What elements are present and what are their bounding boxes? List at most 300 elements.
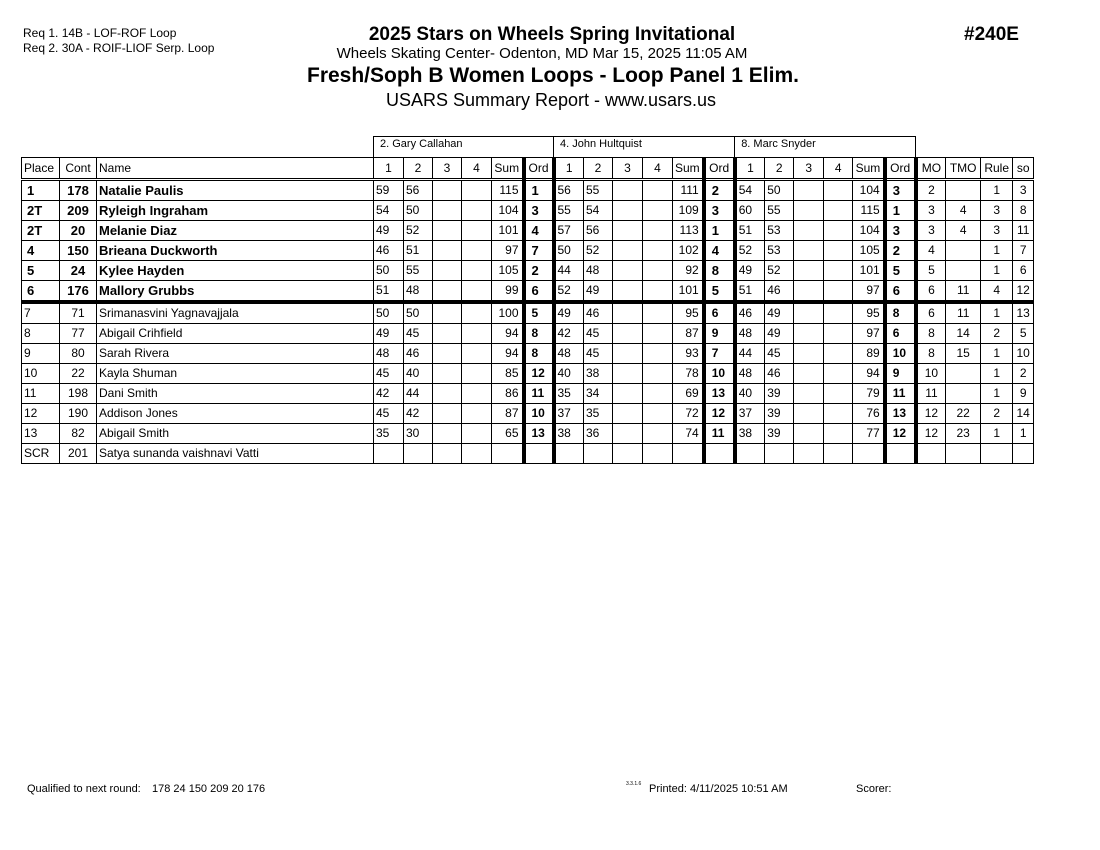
j3-sum: 97 (853, 324, 885, 344)
j2-score-4 (643, 201, 673, 221)
j2-score-4 (643, 344, 673, 364)
j2-score-2: 36 (584, 424, 613, 444)
j3-sum: 104 (853, 180, 885, 201)
j2-score-4 (643, 281, 673, 303)
cont-cell: 80 (60, 344, 97, 364)
j1-ord: 7 (524, 241, 554, 261)
name-cell: Brieana Duckworth (97, 241, 374, 261)
j2-sum: 113 (673, 221, 704, 241)
j1-score-2: 52 (404, 221, 433, 241)
judge-3-name: 8. Marc Snyder (735, 137, 916, 158)
j1-score-2: 45 (404, 324, 433, 344)
j3-score-4 (824, 261, 853, 281)
tmo-cell: 4 (946, 201, 981, 221)
rule-cell: 1 (981, 364, 1013, 384)
j1-score-2: 50 (404, 201, 433, 221)
j3-ord: 3 (885, 221, 916, 241)
tmo-cell: 11 (946, 281, 981, 303)
table-row (22, 302, 1034, 324)
j2-score-1: 35 (554, 384, 584, 404)
j1-score-1: 49 (374, 324, 404, 344)
judge-header-row (22, 137, 1034, 158)
j1-score-3 (433, 241, 462, 261)
j1-score-4 (462, 444, 492, 464)
j2-score-2 (584, 444, 613, 464)
j3-score-3 (794, 324, 824, 344)
j3-score-1: 37 (735, 404, 765, 424)
j3-score-4 (824, 344, 853, 364)
j3-score-2: 39 (765, 404, 794, 424)
so-cell: 13 (1013, 302, 1034, 324)
j1-score-1: 48 (374, 344, 404, 364)
j2-score-2: 35 (584, 404, 613, 424)
j3-score-2: 46 (765, 281, 794, 303)
j3-score-4 (824, 221, 853, 241)
j1-score-2: 56 (404, 180, 433, 201)
j2-score-2: 49 (584, 281, 613, 303)
j3-score-3 (794, 180, 824, 201)
j2-ord: 11 (704, 424, 735, 444)
j2-score-2: 38 (584, 364, 613, 384)
j3-sum: 79 (853, 384, 885, 404)
j3-ord: 6 (885, 324, 916, 344)
j3-ord: 10 (885, 344, 916, 364)
judge-2-name: 4. John Hultquist (554, 137, 735, 158)
j3-ord: 6 (885, 281, 916, 303)
j1-score-1: 49 (374, 221, 404, 241)
tmo-cell (946, 241, 981, 261)
name-cell: Srimanasvini Yagnavajjala (97, 302, 374, 324)
col-j1-3: 3 (433, 158, 462, 180)
so-cell: 2 (1013, 364, 1034, 384)
j2-score-3 (613, 261, 643, 281)
j1-score-3 (433, 302, 462, 324)
j1-score-2: 42 (404, 404, 433, 424)
col-j2-1: 1 (554, 158, 584, 180)
qualified-label: Qualified to next round: (27, 783, 141, 795)
tmo-cell: 4 (946, 221, 981, 241)
tmo-cell (946, 261, 981, 281)
j2-ord: 13 (704, 384, 735, 404)
j1-score-1: 50 (374, 302, 404, 324)
so-cell (1013, 444, 1034, 464)
column-header-row (22, 158, 1034, 180)
col-j2-ord: Ord (704, 158, 735, 180)
rule-cell: 1 (981, 180, 1013, 201)
cont-cell: 24 (60, 261, 97, 281)
place-cell: 9 (22, 344, 60, 364)
name-cell: Mallory Grubbs (97, 281, 374, 303)
j3-score-2: 45 (765, 344, 794, 364)
table-row (22, 364, 1034, 384)
j2-ord: 12 (704, 404, 735, 424)
j1-score-2: 48 (404, 281, 433, 303)
j2-score-4 (643, 364, 673, 384)
j2-score-4 (643, 384, 673, 404)
col-j3-1: 1 (735, 158, 765, 180)
j3-sum: 97 (853, 281, 885, 303)
place-cell: 8 (22, 324, 60, 344)
j2-score-4 (643, 241, 673, 261)
j3-sum: 77 (853, 424, 885, 444)
j1-score-3 (433, 201, 462, 221)
col-place: Place (22, 158, 60, 180)
j3-score-4 (824, 241, 853, 261)
j2-score-1: 42 (554, 324, 584, 344)
j1-ord: 5 (524, 302, 554, 324)
j2-score-2: 45 (584, 324, 613, 344)
j2-sum: 102 (673, 241, 704, 261)
j2-ord (704, 444, 735, 464)
col-j3-sum: Sum (853, 158, 885, 180)
table-row (22, 221, 1034, 241)
j3-score-2: 49 (765, 302, 794, 324)
j3-score-1: 49 (735, 261, 765, 281)
cont-cell: 209 (60, 201, 97, 221)
rule-cell: 1 (981, 241, 1013, 261)
col-tmo: TMO (946, 158, 981, 180)
j3-ord: 9 (885, 364, 916, 384)
j1-score-2: 51 (404, 241, 433, 261)
j2-score-3 (613, 444, 643, 464)
col-j2-sum: Sum (673, 158, 704, 180)
j1-score-4 (462, 281, 492, 303)
j2-sum: 95 (673, 302, 704, 324)
j3-score-3 (794, 261, 824, 281)
mo-cell: 12 (916, 404, 946, 424)
j3-score-4 (824, 281, 853, 303)
j1-sum: 97 (492, 241, 524, 261)
j2-score-3 (613, 404, 643, 424)
j1-score-3 (433, 324, 462, 344)
j2-ord: 6 (704, 302, 735, 324)
j2-sum: 78 (673, 364, 704, 384)
col-j2-3: 3 (613, 158, 643, 180)
j3-score-3 (794, 201, 824, 221)
j2-score-1: 50 (554, 241, 584, 261)
tmo-cell: 22 (946, 404, 981, 424)
j2-ord: 4 (704, 241, 735, 261)
j2-score-1: 55 (554, 201, 584, 221)
place-cell: 1 (22, 180, 60, 201)
j1-score-2: 40 (404, 364, 433, 384)
j3-score-2: 55 (765, 201, 794, 221)
j3-score-2: 49 (765, 324, 794, 344)
place-cell: 4 (22, 241, 60, 261)
j3-ord: 5 (885, 261, 916, 281)
j2-score-3 (613, 302, 643, 324)
j1-score-4 (462, 384, 492, 404)
j2-score-2: 52 (584, 241, 613, 261)
col-j1-ord: Ord (524, 158, 554, 180)
j2-score-3 (613, 281, 643, 303)
place-cell: 2T (22, 221, 60, 241)
j1-score-3 (433, 424, 462, 444)
j3-score-4 (824, 180, 853, 201)
j1-sum: 65 (492, 424, 524, 444)
cont-cell: 20 (60, 221, 97, 241)
j3-score-2: 39 (765, 424, 794, 444)
j3-sum: 95 (853, 302, 885, 324)
j3-sum: 101 (853, 261, 885, 281)
j2-sum: 109 (673, 201, 704, 221)
printed-timestamp: Printed: 4/11/2025 10:51 AM (649, 783, 788, 795)
j3-score-3 (794, 344, 824, 364)
j2-score-3 (613, 364, 643, 384)
table-row (22, 384, 1034, 404)
j1-sum: 85 (492, 364, 524, 384)
j2-score-3 (613, 241, 643, 261)
table-row (22, 404, 1034, 424)
j1-score-4 (462, 404, 492, 424)
j1-sum: 86 (492, 384, 524, 404)
name-cell: Dani Smith (97, 384, 374, 404)
j3-score-1: 48 (735, 364, 765, 384)
j3-score-3 (794, 364, 824, 384)
j2-score-1: 37 (554, 404, 584, 424)
j2-ord: 10 (704, 364, 735, 384)
name-cell: Satya sunanda vaishnavi Vatti (97, 444, 374, 464)
j3-score-3 (794, 302, 824, 324)
rule-cell: 2 (981, 404, 1013, 424)
j3-score-1: 46 (735, 302, 765, 324)
requirement-1: Req 1. 14B - LOF-ROF Loop (23, 26, 177, 40)
report-line: USARS Summary Report - www.usars.us (385, 90, 717, 110)
name-cell: Natalie Paulis (97, 180, 374, 201)
col-name: Name (97, 158, 374, 180)
j2-sum: 87 (673, 324, 704, 344)
name-cell: Abigail Crihfield (97, 324, 374, 344)
tmo-cell (946, 180, 981, 201)
venue-line: Wheels Skating Center- Odenton, MD Mar 15, 2025 11:05 AM (336, 45, 748, 62)
rule-cell: 1 (981, 384, 1013, 404)
j3-ord: 11 (885, 384, 916, 404)
j1-sum: 99 (492, 281, 524, 303)
col-j2-4: 4 (643, 158, 673, 180)
j3-score-3 (794, 221, 824, 241)
j2-ord: 1 (704, 221, 735, 241)
j3-score-1 (735, 444, 765, 464)
j1-sum: 101 (492, 221, 524, 241)
so-cell: 5 (1013, 324, 1034, 344)
j2-score-3 (613, 344, 643, 364)
j3-sum: 115 (853, 201, 885, 221)
j3-score-4 (824, 444, 853, 464)
j3-score-2: 52 (765, 261, 794, 281)
event-number: #240E (964, 24, 1019, 45)
j1-score-1: 35 (374, 424, 404, 444)
j1-score-2: 44 (404, 384, 433, 404)
j2-score-3 (613, 324, 643, 344)
j3-ord: 1 (885, 201, 916, 221)
j1-ord: 2 (524, 261, 554, 281)
j1-score-4 (462, 180, 492, 201)
j3-score-1: 60 (735, 201, 765, 221)
name-cell: Sarah Rivera (97, 344, 374, 364)
j3-score-2: 53 (765, 221, 794, 241)
table-row (22, 324, 1034, 344)
j2-sum: 74 (673, 424, 704, 444)
j1-score-2: 55 (404, 261, 433, 281)
j1-score-1: 45 (374, 364, 404, 384)
j3-sum: 89 (853, 344, 885, 364)
rule-cell: 1 (981, 424, 1013, 444)
rule-cell: 1 (981, 344, 1013, 364)
judge-1-name: 2. Gary Callahan (374, 137, 554, 158)
j2-ord: 8 (704, 261, 735, 281)
j1-sum: 100 (492, 302, 524, 324)
table-row (22, 444, 1034, 464)
j1-ord: 8 (524, 324, 554, 344)
j1-score-4 (462, 302, 492, 324)
tmo-cell (946, 444, 981, 464)
j3-score-4 (824, 384, 853, 404)
col-mo: MO (916, 158, 946, 180)
j3-score-2: 39 (765, 384, 794, 404)
j1-ord: 12 (524, 364, 554, 384)
j1-score-4 (462, 241, 492, 261)
j2-score-2: 56 (584, 221, 613, 241)
j2-ord: 9 (704, 324, 735, 344)
rule-cell: 3 (981, 201, 1013, 221)
j2-score-4 (643, 444, 673, 464)
j3-ord: 12 (885, 424, 916, 444)
so-cell: 8 (1013, 201, 1034, 221)
j3-sum (853, 444, 885, 464)
j1-ord: 6 (524, 281, 554, 303)
j1-score-3 (433, 261, 462, 281)
col-j1-1: 1 (374, 158, 404, 180)
j3-ord: 13 (885, 404, 916, 424)
j1-ord: 10 (524, 404, 554, 424)
tmo-cell (946, 364, 981, 384)
tmo-cell: 23 (946, 424, 981, 444)
j2-score-1: 52 (554, 281, 584, 303)
table-row (22, 180, 1034, 201)
j1-score-1: 51 (374, 281, 404, 303)
j1-sum: 94 (492, 344, 524, 364)
j3-score-2: 53 (765, 241, 794, 261)
col-j3-2: 2 (765, 158, 794, 180)
j2-score-3 (613, 424, 643, 444)
place-cell: 5 (22, 261, 60, 281)
j1-score-2: 50 (404, 302, 433, 324)
tmo-cell: 11 (946, 302, 981, 324)
j3-score-1: 38 (735, 424, 765, 444)
j1-score-4 (462, 324, 492, 344)
j2-sum (673, 444, 704, 464)
j1-score-4 (462, 221, 492, 241)
j2-score-1: 38 (554, 424, 584, 444)
j1-score-3 (433, 180, 462, 201)
j1-ord: 3 (524, 201, 554, 221)
so-cell: 9 (1013, 384, 1034, 404)
rule-cell: 4 (981, 281, 1013, 303)
col-j1-2: 2 (404, 158, 433, 180)
place-cell: 10 (22, 364, 60, 384)
j1-score-3 (433, 364, 462, 384)
tmo-cell: 15 (946, 344, 981, 364)
mo-cell: 8 (916, 344, 946, 364)
place-cell: 13 (22, 424, 60, 444)
j2-score-2: 34 (584, 384, 613, 404)
tmo-cell (946, 384, 981, 404)
qualified-list: 178 24 150 209 20 176 (152, 783, 266, 795)
table-row (22, 201, 1034, 221)
j2-score-3 (613, 180, 643, 201)
place-cell: 7 (22, 302, 60, 324)
cont-cell: 22 (60, 364, 97, 384)
table-row (22, 281, 1034, 303)
j3-score-4 (824, 424, 853, 444)
col-j3-ord: Ord (885, 158, 916, 180)
place-cell: SCR (22, 444, 60, 464)
col-j3-3: 3 (794, 158, 824, 180)
j3-sum: 94 (853, 364, 885, 384)
so-cell: 7 (1013, 241, 1034, 261)
j2-ord: 7 (704, 344, 735, 364)
j1-score-1: 50 (374, 261, 404, 281)
name-cell: Kylee Hayden (97, 261, 374, 281)
j3-sum: 76 (853, 404, 885, 424)
cont-cell: 190 (60, 404, 97, 424)
j3-score-3 (794, 241, 824, 261)
col-j1-sum: Sum (492, 158, 524, 180)
name-cell: Ryleigh Ingraham (97, 201, 374, 221)
so-cell: 10 (1013, 344, 1034, 364)
mo-cell: 12 (916, 424, 946, 444)
mo-cell: 6 (916, 281, 946, 303)
rule-cell: 2 (981, 324, 1013, 344)
j1-score-3 (433, 281, 462, 303)
cont-cell: 176 (60, 281, 97, 303)
tmo-cell: 14 (946, 324, 981, 344)
rule-cell (981, 444, 1013, 464)
j2-score-4 (643, 261, 673, 281)
place-cell: 12 (22, 404, 60, 424)
j2-score-3 (613, 221, 643, 241)
j1-sum: 115 (492, 180, 524, 201)
mo-cell (916, 444, 946, 464)
j1-ord: 11 (524, 384, 554, 404)
version-mark: 3.3.1.6 (626, 781, 642, 787)
mo-cell: 5 (916, 261, 946, 281)
j1-sum: 105 (492, 261, 524, 281)
j3-score-3 (794, 281, 824, 303)
j1-ord: 8 (524, 344, 554, 364)
rule-cell: 1 (981, 261, 1013, 281)
j1-score-1: 59 (374, 180, 404, 201)
j3-score-3 (794, 444, 824, 464)
name-cell: Abigail Smith (97, 424, 374, 444)
j3-score-1: 51 (735, 221, 765, 241)
j1-sum (492, 444, 524, 464)
j2-sum: 111 (673, 180, 704, 201)
rule-cell: 1 (981, 302, 1013, 324)
j1-ord (524, 444, 554, 464)
j1-score-2: 46 (404, 344, 433, 364)
cont-cell: 201 (60, 444, 97, 464)
j3-score-3 (794, 384, 824, 404)
cont-cell: 77 (60, 324, 97, 344)
j2-score-4 (643, 180, 673, 201)
j1-score-3 (433, 444, 462, 464)
j2-score-4 (643, 404, 673, 424)
j2-score-3 (613, 384, 643, 404)
j2-score-1: 56 (554, 180, 584, 201)
j1-score-1 (374, 444, 404, 464)
j2-sum: 101 (673, 281, 704, 303)
